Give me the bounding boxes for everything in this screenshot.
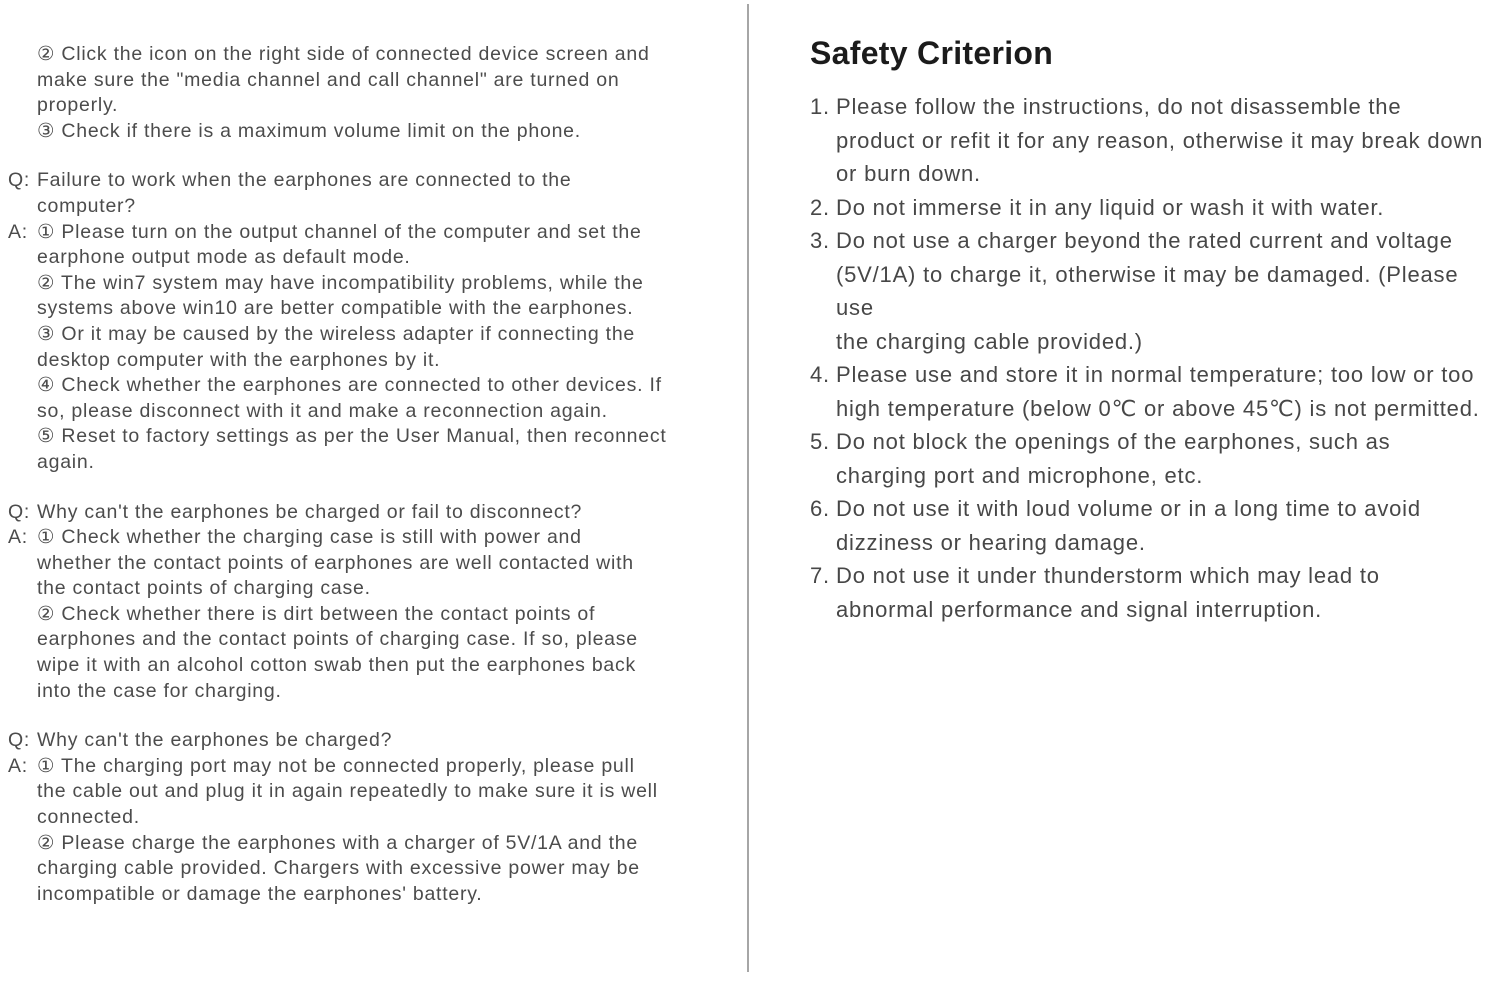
answer-step: ① Check whether the charging case is still with power and whether the contact points of earphones are well contacted with the contact points of charging case. xyxy=(37,526,634,600)
safety-item xyxy=(810,90,1500,191)
column-divider xyxy=(747,4,749,972)
item-text: Do not immerse it in any liquid or wash it with water. xyxy=(836,194,1385,220)
question-label: Q: xyxy=(8,729,31,752)
section-title: Safety Criterion xyxy=(810,35,1054,71)
answer-step: ① The charging port may not be connected properly, please pull the cable out and plug it in again repeatedly to make sure it is well connected. xyxy=(37,754,658,829)
safety-item xyxy=(810,492,1500,559)
answer-label: A: xyxy=(8,526,28,549)
answer-row xyxy=(8,220,714,476)
question-row xyxy=(8,168,714,219)
answer-step: ④ Check whether the earphones are connected to other devices. If so, please disconnect with it and make a reconnection again. xyxy=(37,374,662,422)
item-number: 2. xyxy=(810,194,830,220)
answer-label: A: xyxy=(8,754,28,777)
safety-item xyxy=(810,425,1500,492)
answer-step: ① Please turn on the output channel of the computer and set the earphone output mode as default mode. xyxy=(37,220,642,269)
safety-list xyxy=(810,90,1500,626)
faq-item xyxy=(8,728,714,907)
item-number: 4. xyxy=(810,362,830,387)
answer-step: ② Check whether there is dirt between the contact points of earphones and the contact points of charging case. If so, please wipe it with an alcohol cotton swab then put the earphones back into the case for charging. xyxy=(37,602,638,702)
question-row xyxy=(8,500,714,526)
faq-column xyxy=(8,42,714,931)
question-label: Q: xyxy=(8,500,31,523)
safety-item xyxy=(810,358,1500,425)
answer-step: ② The win7 system may have incompatibility problems, while the systems above win10 are better compatible with the earphones. xyxy=(37,271,644,320)
answer-steps xyxy=(37,525,714,704)
answer-steps xyxy=(37,220,714,476)
question-label: Q: xyxy=(8,169,31,192)
question-text: Why can't the earphones be charged or fail to disconnect? xyxy=(37,500,583,523)
item-number: 6. xyxy=(810,496,830,521)
question-text: Failure to work when the earphones are connected to the computer? xyxy=(37,169,572,217)
safety-item xyxy=(810,224,1500,358)
answer-step: ② Please charge the earphones with a charger of 5V/1A and the charging cable provided. Chargers with excessive power may be incompatible or damage the earphones' battery. xyxy=(37,831,640,905)
faq-item xyxy=(8,168,714,475)
safety-column xyxy=(810,36,1500,626)
item-text: Please follow the instructions, do not disassemble the product or refit it for any reason, otherwise it may break down or burn down. xyxy=(836,94,1484,186)
item-number: 1. xyxy=(810,94,830,119)
item-text: Do not use a charger beyond the rated current and voltage (5V/1A) to charge it, otherwise it may be damaged. (Please use the charging cable provided.) xyxy=(836,228,1459,354)
answer-steps xyxy=(37,754,714,908)
answer-step: ③ Or it may be caused by the wireless adapter if connecting the desktop computer with the earphones by it. xyxy=(37,322,636,371)
item-text: Please use and store it in normal temperature; too low or too high temperature (below 0℃ or above 45℃) is not permitted. xyxy=(836,362,1480,421)
item-text: Do not use it under thunderstorm which may lead to abnormal performance and signal interruption. xyxy=(836,563,1380,622)
answer-continuation: ② Click the icon on the right side of connected device screen and make sure the "media channel and call channel" are turned on properly. ③ Check if there is a maximum volume limit on the phone. xyxy=(37,43,650,142)
item-text: Do not use it with loud volume or in a long time to avoid dizziness or hearing damage. xyxy=(836,496,1421,555)
item-number: 5. xyxy=(810,429,830,454)
safety-item xyxy=(810,559,1500,626)
safety-item xyxy=(810,191,1500,225)
question-text: Why can't the earphones be charged? xyxy=(37,729,393,752)
answer-row xyxy=(8,525,714,704)
item-number: 3. xyxy=(810,228,830,253)
answer-step: ⑤ Reset to factory settings as per the User Manual, then reconnect again. xyxy=(37,425,667,473)
answer-label: A: xyxy=(8,220,28,243)
faq-item xyxy=(8,500,714,705)
answer-row xyxy=(8,754,714,908)
item-text: Do not block the openings of the earphones, such as charging port and microphone, etc. xyxy=(836,429,1391,488)
item-number: 7. xyxy=(810,563,830,588)
question-row xyxy=(8,728,714,754)
